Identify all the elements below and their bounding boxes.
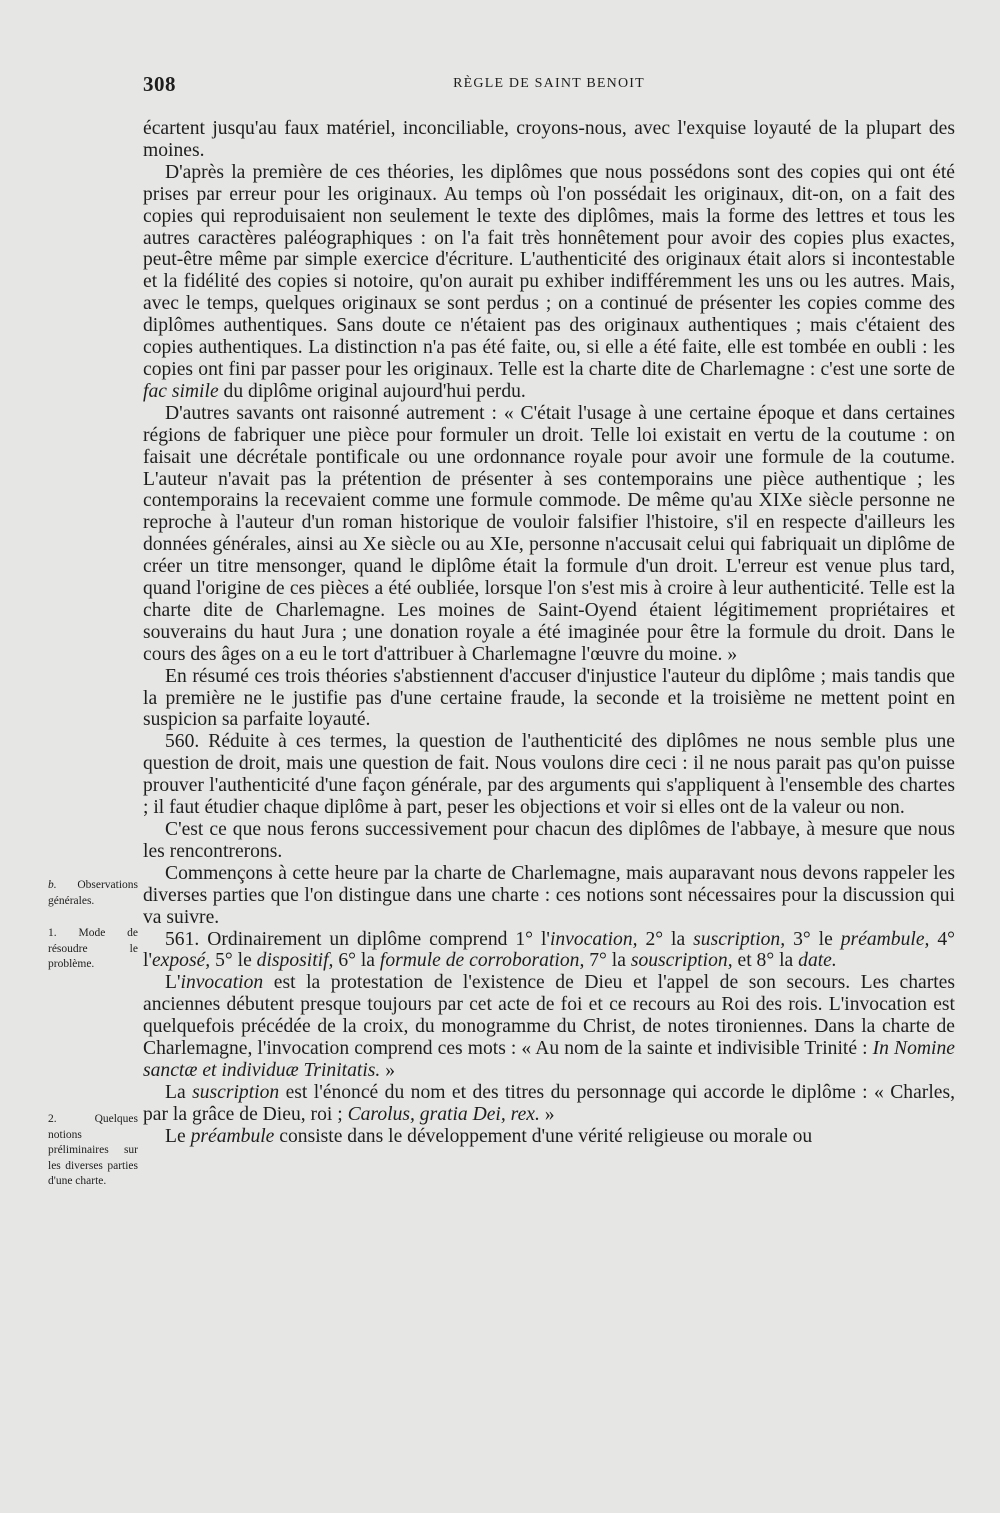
- paragraph: [143, 162, 955, 403]
- paragraph-text: 3° le: [785, 928, 841, 950]
- paragraph-text: 561. Ordinairement un diplôme comprend 1° l': [165, 928, 550, 950]
- paragraph: En résumé ces trois théories s'abstiennent d'accuser d'injustice l'auteur du diplôme ; mais tandis que la première ne le justifie pas d'une certaine fraude, la seconde et la troisième ne mettent point en suspicion sa parfaite loyauté.: [143, 665, 955, 731]
- paragraph-text: L': [165, 972, 181, 994]
- italic-term: suscription,: [693, 928, 786, 950]
- running-title: RÈGLE DE SAINT BENOIT: [453, 76, 645, 91]
- page-number: 308: [143, 72, 176, 96]
- italic-latin: In Nomine sanctæ et individuæ Trinitatis.: [143, 1038, 955, 1081]
- italic-term: date.: [798, 950, 837, 972]
- paragraph-text: et 8° la: [732, 950, 799, 972]
- margin-note-observations: [48, 878, 138, 909]
- italic-latin: Carolus, gratia Dei, rex.: [347, 1103, 540, 1125]
- italic-term: exposé,: [151, 950, 211, 972]
- margin-note-letter: b.: [48, 879, 57, 891]
- paragraph-560: 560. Réduite à ces termes, la question de l'authenticité des diplômes ne nous semble plus une question de droit, mais une question de fait. Nous voulons dire ceci : il ne nous parait pas qu'on puisse prouver l'authenticité d'une façon générale, par des arguments qui s'appliquent à l'ensemble des chartes ; il faut étudier chaque diplôme à part, peser les objections et voir si elles ont de la valeur ou non.: [143, 731, 955, 819]
- paragraph-preambule: [143, 1126, 955, 1148]
- paragraph-text: 4° l': [143, 928, 956, 972]
- paragraph: C'est ce que nous ferons successivement pour chacun des diplômes de l'abbaye, à mesure que nous les rencontrerons.: [143, 819, 955, 862]
- paragraph-suscription: [143, 1082, 955, 1126]
- paragraph-text: est la protestation de l'existence de Dieu et l'appel de son secours. Les chartes anciennes débutent presque toujours par cet acte de foi et ce recours au Roi des rois. L'invocation est quelquefois précédée de la croix, du monogramme du Christ, de notes tironiennes. Dans la charte de Charlemagne, l'invocation comprend ces mots : « Au nom de la sainte et indivisible Trinité :: [143, 972, 955, 1060]
- italic-term: invocation: [180, 972, 264, 994]
- paragraph-text: consiste dans le développement d'une vérité religieuse ou morale ou: [274, 1125, 813, 1147]
- paragraph-text: 5° le: [210, 950, 257, 972]
- paragraph-text: 6° la: [333, 950, 380, 972]
- page-header: [143, 72, 955, 102]
- paragraph-text: 2° la: [637, 928, 694, 950]
- paragraph-text: du diplôme original aujourd'hui perdu.: [218, 380, 526, 402]
- italic-term: préambule,: [840, 928, 930, 950]
- paragraph-text: 7° la: [584, 950, 631, 972]
- paragraph-text: »: [380, 1059, 396, 1081]
- italic-term: formule de corroboration,: [379, 950, 585, 972]
- margin-note-notions: 2. Quelques notions préliminaires sur les diverses parties d'une charte.: [48, 1113, 138, 1187]
- paragraph: Commençons à cette heure par la charte de Charlemagne, mais auparavant nous devons rappeler les diverses parties que l'on distingue dans une charte : ces notions sont nécessaires pour la discussion qui va suivre.: [143, 862, 955, 928]
- margin-note-mode: 1. Mode de résoudre le problème.: [48, 927, 138, 970]
- italic-term: suscription: [192, 1081, 280, 1103]
- paragraph: écartent jusqu'au faux matériel, inconciliable, croyons-nous, avec l'exquise loyauté de la plupart des moines.: [143, 118, 955, 161]
- paragraph: D'autres savants ont raisonné autrement : « C'était l'usage à une certaine époque et dans certaines régions de fabriquer une pièce pour formuler un droit. Telle loi existait en vertu de la coutume : on faisait une décrétale pontificale ou une ordonnance royale pour avoir une formule de la coutume. L'auteur n'avait pas la prétention de présenter à ses contemporains une pièce authentique ; les contemporains la recevaient comme une formule commode. De même qu'au XIXe siècle personne ne reproche à l'auteur d'un roman historique de vouloir falsifier l'histoire, s'il en respecte d'ailleurs les données générales, ainsi au Xe siècle ou au XIe, personne n'accusait celui qui fabriquait un diplôme de créer un titre mensonger, quand le diplôme était la formule d'un droit. L'erreur est venue plus tard, quand l'origine de ces pièces a été oubliée, lorsque l'on s'est mis à croire à leur authenticité. Telle est la charte dite de Charlemagne. Les moines de Saint-Oyend étaient légitimement propriétaires et souverains du haut Jura ; une donation royale a été imaginée pour être la formule du droit. Dans le cours des âges on a eu le tort d'attribuer à Charlemagne l'œuvre du moine. »: [143, 402, 955, 665]
- italic-term: fac simile: [143, 380, 219, 402]
- italic-term: invocation,: [549, 928, 638, 950]
- margin-note-observations-text: Observations générales.: [48, 879, 138, 907]
- italic-term: souscription,: [630, 950, 733, 972]
- paragraph-text: La: [165, 1081, 193, 1103]
- italic-term: dispositif,: [256, 950, 334, 972]
- paragraph-text: est l'énoncé du nom et des titres du personnage qui accorde le diplôme : « Charles, par la grâce de Dieu, roi ;: [143, 1081, 955, 1125]
- paragraph-561: [143, 929, 955, 973]
- paragraph-text: Le: [165, 1125, 191, 1147]
- page-body: [143, 118, 955, 1148]
- paragraph-text: »: [539, 1103, 555, 1125]
- paragraph-invocation: [143, 972, 955, 1082]
- paragraph-text: D'après la première de ces théories, les diplômes que nous possédons sont des copies qui ont été prises par erreur pour les originaux. Au temps où l'on possédait les originaux, dit-on, on a fait des copies qui reproduisaient non seulement le texte des diplômes, mais la forme des lettres et tous les autres caractères paléographiques : on l'a fait très honnêtement pour avoir des copies plus exactes, peut-être même par simple exercice d'écriture. L'authenticité des originaux était alors si incontestable et la fidélité des copies si notoire, qu'on aurait pu exhiber indifféremment les uns ou les autres. Mais, avec le temps, quelques originaux se sont perdus ; on a continué de présenter les copies comme des diplômes authentiques. Sans doute ce n'étaient pas des originaux authentiques ; mais c'étaient des copies authentiques. La distinction n'a pas été faite, ou, si elle a été faite, elle est tombée en oubli : les copies ont fini par passer pour les originaux. Telle est la charte dite de Charlemagne : c'est une sorte de: [143, 161, 955, 380]
- italic-term: préambule: [190, 1125, 275, 1147]
